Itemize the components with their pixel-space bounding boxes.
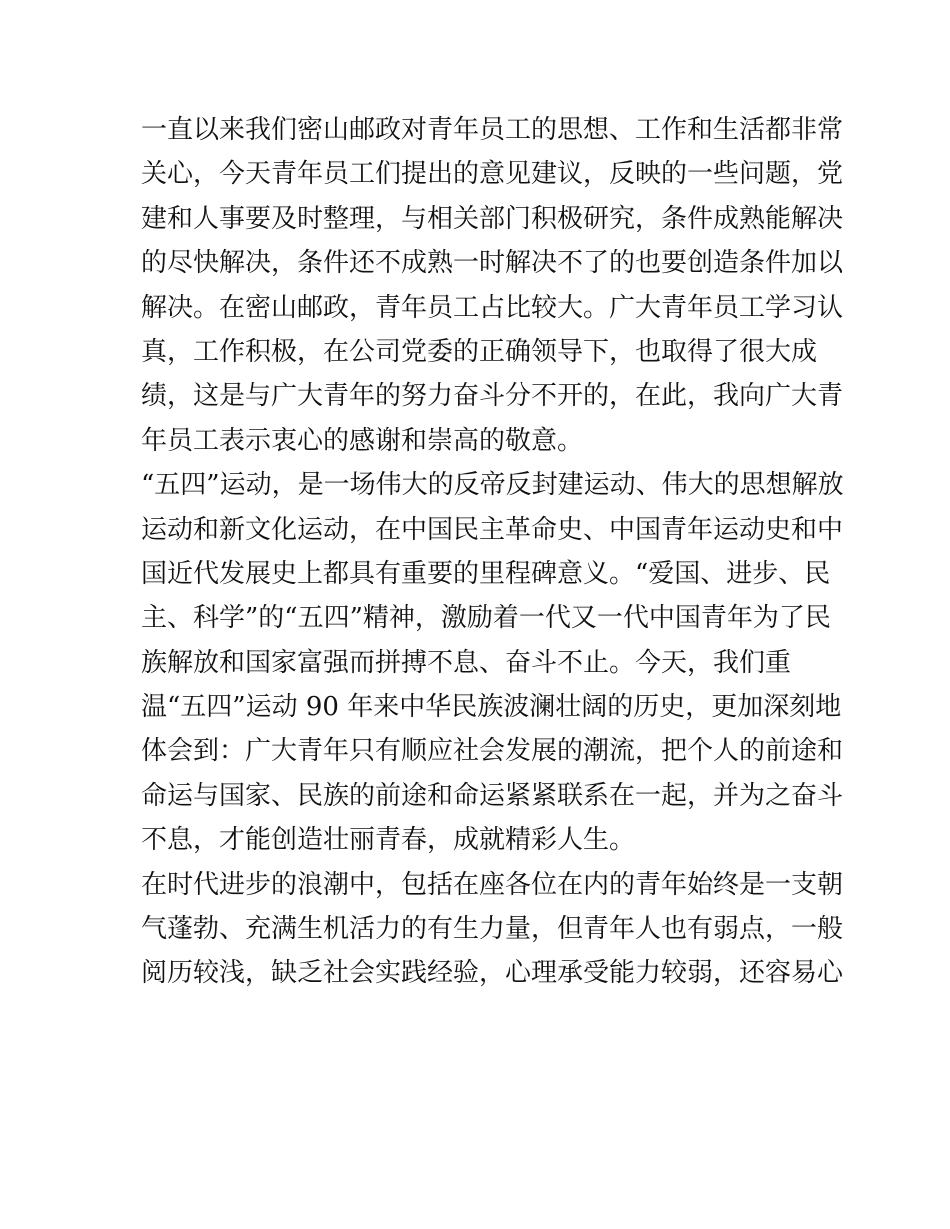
- text-line: 国近代发展史上都具有重要的里程碑意义。“爱国、进步、民: [141, 558, 831, 589]
- body-text: [141, 108, 844, 996]
- text-line: 绩，这是与广大青年的努力奋斗分不开的，在此，我向广大青: [141, 381, 844, 412]
- text-line: 解决。在密山邮政，青年员工占比较大。广大青年员工学习认: [141, 292, 844, 323]
- text-line: 关心，今天青年员工们提出的意见建议，反映的一些问题，党: [141, 159, 844, 190]
- text-line: 建和人事要及时整理，与相关部门积极研究，条件成熟能解决: [141, 203, 844, 234]
- text-line: 真，工作积极，在公司党委的正确领导下，也取得了很大成: [141, 336, 818, 367]
- text-line: 温“五四”运动 90 年来中华民族波澜壮阔的历史，更加深刻地: [141, 692, 842, 723]
- text-line: 不息，才能创造壮丽青春，成就精彩人生。: [141, 825, 636, 856]
- text-line: 阅历较浅，缺乏社会实践经验，心理承受能力较弱，还容易心: [141, 958, 844, 989]
- text-line: 主、科学”的“五四”精神，激励着一代又一代中国青年为了民: [141, 603, 831, 634]
- text-line: “五四”运动，是一场伟大的反帝反封建运动、伟大的思想解放: [141, 470, 844, 501]
- text-line: 族解放和国家富强而拼搏不息、奋斗不止。今天，我们重: [141, 647, 792, 678]
- text-line: 的尽快解决，条件还不成熟一时解决不了的也要创造条件加以: [141, 248, 844, 279]
- text-line: 体会到：广大青年只有顺应社会发展的潮流，把个人的前途和: [141, 736, 844, 767]
- text-line: 在时代进步的浪潮中，包括在座各位在内的青年始终是一支朝: [141, 869, 844, 900]
- text-line: 命运与国家、民族的前途和命运紧紧联系在一起，并为之奋斗: [141, 780, 844, 811]
- text-line: 年员工表示衷心的感谢和崇高的敬意。: [141, 425, 584, 456]
- text-line: 一直以来我们密山邮政对青年员工的思想、工作和生活都非常: [141, 115, 844, 145]
- text-line: 运动和新文化运动，在中国民主革命史、中国青年运动史和中: [141, 514, 844, 545]
- text-line: 气蓬勃、充满生机活力的有生力量，但青年人也有弱点，一般: [141, 914, 844, 945]
